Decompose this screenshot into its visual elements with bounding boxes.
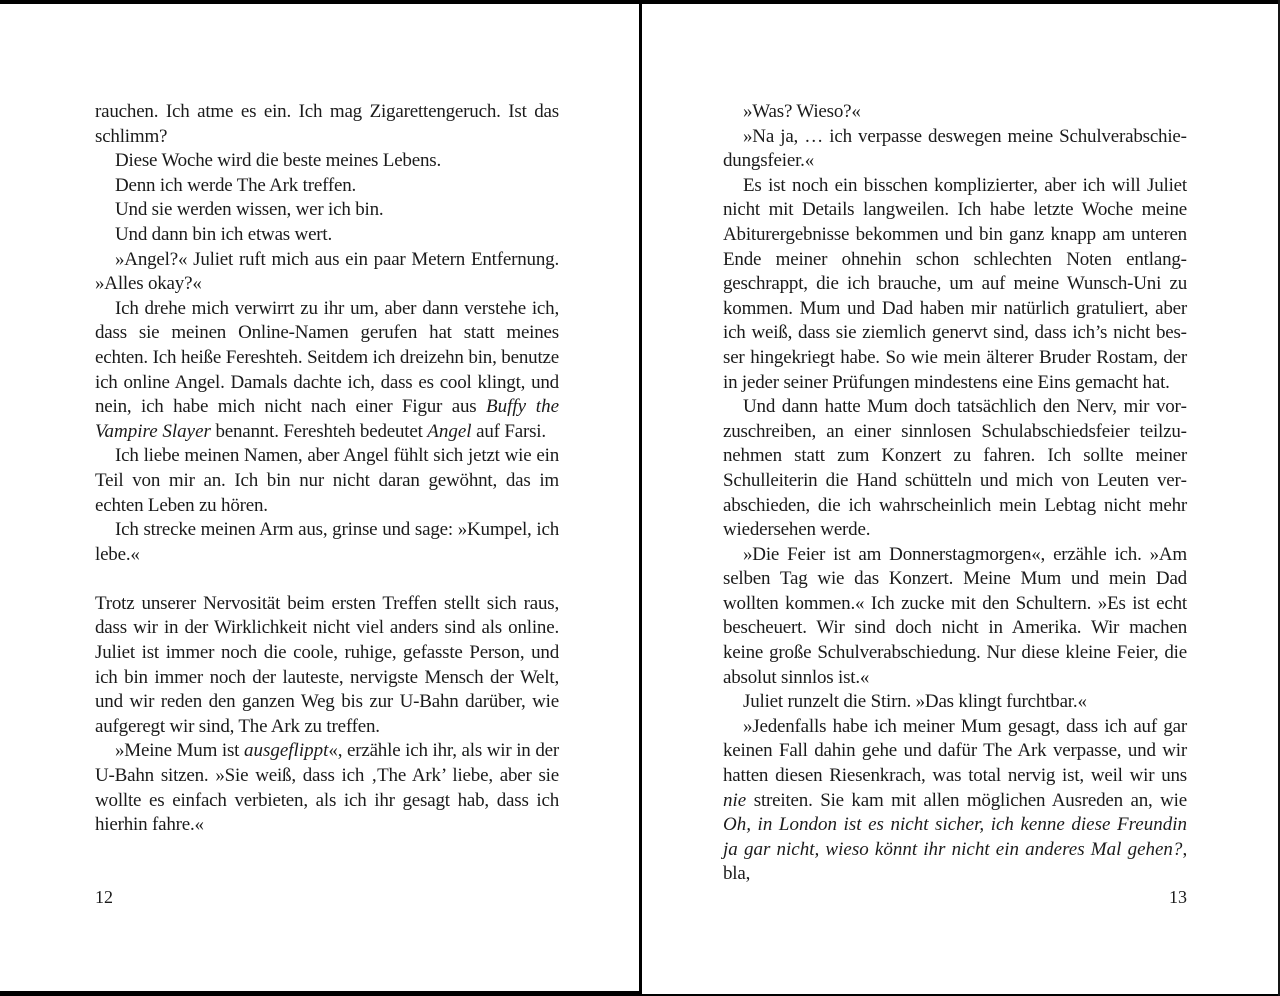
bottom-frame-bar-left bbox=[0, 991, 642, 996]
paragraph: Und dann hatte Mum doch tatsächlich den Nerv, mir vorzuschreiben, an einer sinnlosen Schulabschiedsfeier teilzunehmen statt zum Konzert zu fahren. Ich sollte meiner Schulleiterin die Hand schütteln und mich von Leuten verabschieden, die ich wahrscheinlich mein Lebtag nicht mehr wiedersehen werde. bbox=[723, 396, 1187, 541]
paragraph: Ich drehe mich verwirrt zu ihr um, aber dann verstehe ich, dass sie meinen Online-Namen gerufen hat statt meines echten. Ich heiße Fereshteh. Seitdem ich dreizehn bin, benutze ich online Angel. Damals dachte ich, dass es cool klingt, und nein, ich habe mich nicht nach einer Figur aus Buffy the Vampire Slayer benannt. Fereshteh bedeutet Angel auf Farsi. bbox=[95, 297, 559, 442]
paragraph: Und dann bin ich etwas wert. bbox=[115, 223, 333, 245]
paragraph: Juliet runzelt die Stirn. »Das klingt furchtbar.« bbox=[743, 691, 1087, 713]
paragraph: »Was? Wieso?« bbox=[743, 101, 861, 122]
paragraph: Ich liebe meinen Namen, aber Angel fühlt sich jetzt wie ein Teil von mir an. Ich bin nur nicht daran gewöhnt, das im echten Leben zu hören. bbox=[95, 445, 559, 516]
page-divider bbox=[639, 0, 642, 996]
paragraph: Denn ich werde The Ark treffen. bbox=[115, 174, 357, 196]
page-number-left: 12 bbox=[95, 887, 113, 907]
page-right-text bbox=[723, 100, 1187, 887]
paragraph: »Die Feier ist am Donnerstagmorgen«, erzähle ich. »Am selben Tag wie das Konzert. Meine Mum und mein Dad wollten kommen.« Ich zucke mit den Schultern. »Es ist echt bescheuert. Wir sind doch nicht in Amerika. Wir machen keine große Schulverabschiedung. Nur diese kleine Feier, die absolut sinnlos ist.« bbox=[723, 543, 1187, 688]
paragraph: Diese Woche wird die beste meines Lebens. bbox=[115, 150, 442, 172]
paragraph: Ich strecke meinen Arm aus, grinse und sage: »Kumpel, ich lebe.« bbox=[95, 519, 559, 565]
page-left-text bbox=[95, 100, 559, 838]
paragraph: Trotz unserer Nervosität beim ersten Treffen stellt sich raus, dass wir in der Wirklichkeit nicht viel anders sind als online. Juliet ist immer noch die coole, ruhige, gefasste Person, und ich bin immer noch der lauteste, nervigste Mensch der Welt, und wir reden den ganzen Weg bis zur U-Bahn darüber, wie aufgeregt wir sind, The Ark zu treffen. bbox=[95, 592, 559, 737]
paragraph: »Na ja, … ich verpasse deswegen meine Schulverabschiedungsfeier.« bbox=[723, 125, 1187, 172]
paragraph: »Jedenfalls habe ich meiner Mum gesagt, dass ich auf gar keinen Fall dahin gehe und dafür The Ark verpasse, und wir hatten diesen Riesenkrach, was total nervig ist, weil wir uns nie streiten. Sie kam mit allen möglichen Ausreden an, wie Oh, in London ist es nicht sicher, ich kenne diese Freundin ja gar nicht, wieso könnt ihr nicht ein anderes Mal gehen?, bla, bbox=[723, 715, 1187, 885]
paragraph: Es ist noch ein bisschen komplizierter, aber ich will Juliet nicht mit Details langweilen. Ich habe letzte Woche meine Abiturergebnisse bekommen und bin ganz knapp am unteren Ende meiner ohnehin schon schlechten Noten entlanggeschrappt, die ich brauche, um auf meine Wunsch-Uni zu kommen. Mum und Dad haben mir natürlich gratuliert, aber ich weiß, dass sie ziemlich genervt sind, dass ich’s nicht besser hingekriegt habe. So wie mein älterer Bruder Rostam, der in jeder seiner Prüfungen mindestens eine Eins gemacht hat. bbox=[723, 174, 1187, 393]
paragraph: »Angel?« Juliet ruft mich aus ein paar Metern Entfernung. »Alles okay?« bbox=[95, 248, 559, 295]
paragraph: rauchen. Ich atme es ein. Ich mag Zigarettengeruch. Ist das schlimm? bbox=[95, 101, 559, 147]
page-number-right: 13 bbox=[1169, 887, 1187, 907]
paragraph: »Meine Mum ist ausgeflippt«, erzähle ich ihr, als wir in der U-Bahn sitzen. »Sie weiß, dass ich ‚The Ark’ liebe, aber sie wollte es einfach verbieten, als ich ihr gesagt hab, dass ich hierhin fahre.« bbox=[95, 740, 559, 836]
paragraph: Und sie werden wissen, wer ich bin. bbox=[115, 199, 384, 221]
